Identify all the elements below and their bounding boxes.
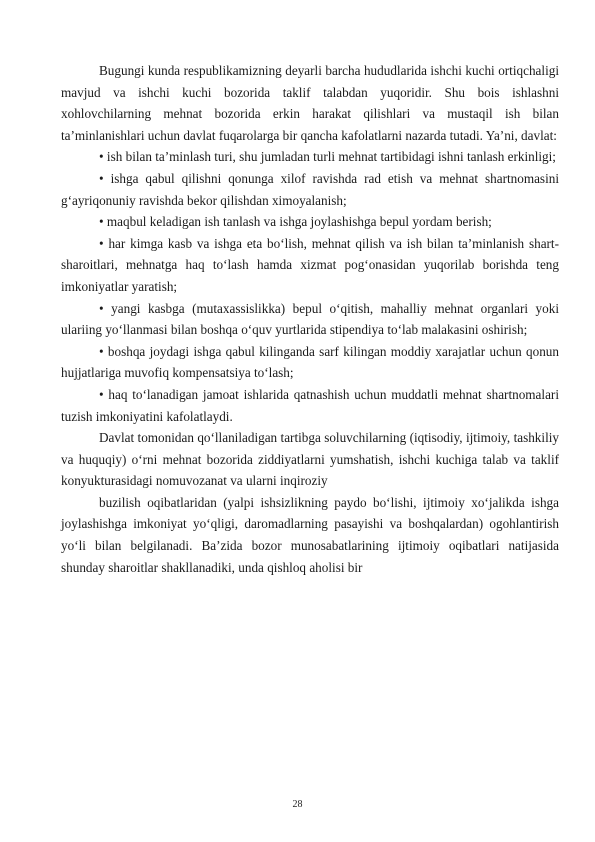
bullet-item-public-works: • haq to‘lanadigan jamoat ishlarida qatnashish uchun muddatli mehnat shartnomalari tuzish imkoniyatini kafolatlaydi. [61,386,559,424]
bullet-item-job-search-help: • maqbul keladigan ish tanlash va ishga joylashishga bepul yordam berish; [99,214,492,230]
bullet-item-relocation-compensation: • boshqa joydagi ishga qabul kilinganda sarf kilingan moddiy xarajatlar uchun qonun hujjatlariga muvofiq kompensatsiya to‘lash; [61,343,559,381]
bullet-item-hiring-protection: • ishga qabul qilishni qonunga xilof ravishda rad etish va mehnat shartnomasini g‘ayriqonuniy ravishda bekor qilishdan ximoyalanish; [61,170,559,208]
bullet-item-free-training: • yangi kasbga (mutaxassislikka) bepul o‘qitish, mahalliy mehnat organlari yoki ulariing yo‘llanmasi bilan boshqa o‘quv yurtlarida stipendiya to‘lab malakasini oshirish; [61,300,559,338]
page-number: 28 [292,799,303,810]
body-text [61,60,559,578]
paragraph-state-regulators: Davlat tomonidan qo‘llaniladigan tartibga soluvchilarning (iqtisodiy, ijtimoiy, tashkiliy va huquqiy) o‘rni mehnat bozorida ziddiyatlarni yumshatish, ishchi kuchiga talab va taklif konyukturasidagi nomuvozanat va ularni inqiroziy [61,430,559,489]
bullet-item-employment-choice: • ish bilan ta’minlash turi, shu jumladan turli mehnat tartibidagi ishni tanlash erkinligi; [99,149,556,165]
paragraph-crisis-consequences: buzilish oqibatlaridan (yalpi ishsizlikning paydo bo‘lishi, ijtimoiy xo‘jalikda ishga joylashishga imkoniyat yo‘qligi, daromadlarning pasayishi va boshqalardan) ogohlantirish yo‘li bilan belgilanadi. Ba’zida bozor munosabatlarining ijtimoiy oqibatlari natijasida shunday sharoitlar shakllanadiki, unda qishloq aholisi bir [61,494,559,575]
bullet-item-equal-opportunities: • har kimga kasb va ishga eta bo‘lish, mehnat qilish va ish bilan ta’minlanish shart-sharoitlari, mehnatga haq to‘lash hamda xizmat pog‘onasidan yuqorilab borishda teng imkoniyatlar yaratish; [61,235,559,294]
paragraph-intro: Bugungi kunda respublikamizning deyarli barcha hududlarida ishchi kuchi ortiqchaligi mavjud va ishchi kuchi bozorida taklif talabdan yuqoridir. Shu bois ishlashni xohlovchilarning mehnat bozorida erkin harakat qilishlari va mustaqil ish bilan ta’minlanishlari uchun davlat fuqarolarga bir qancha kafolatlarni nazarda tutadi. Ya’ni, davlat: [61,63,559,143]
